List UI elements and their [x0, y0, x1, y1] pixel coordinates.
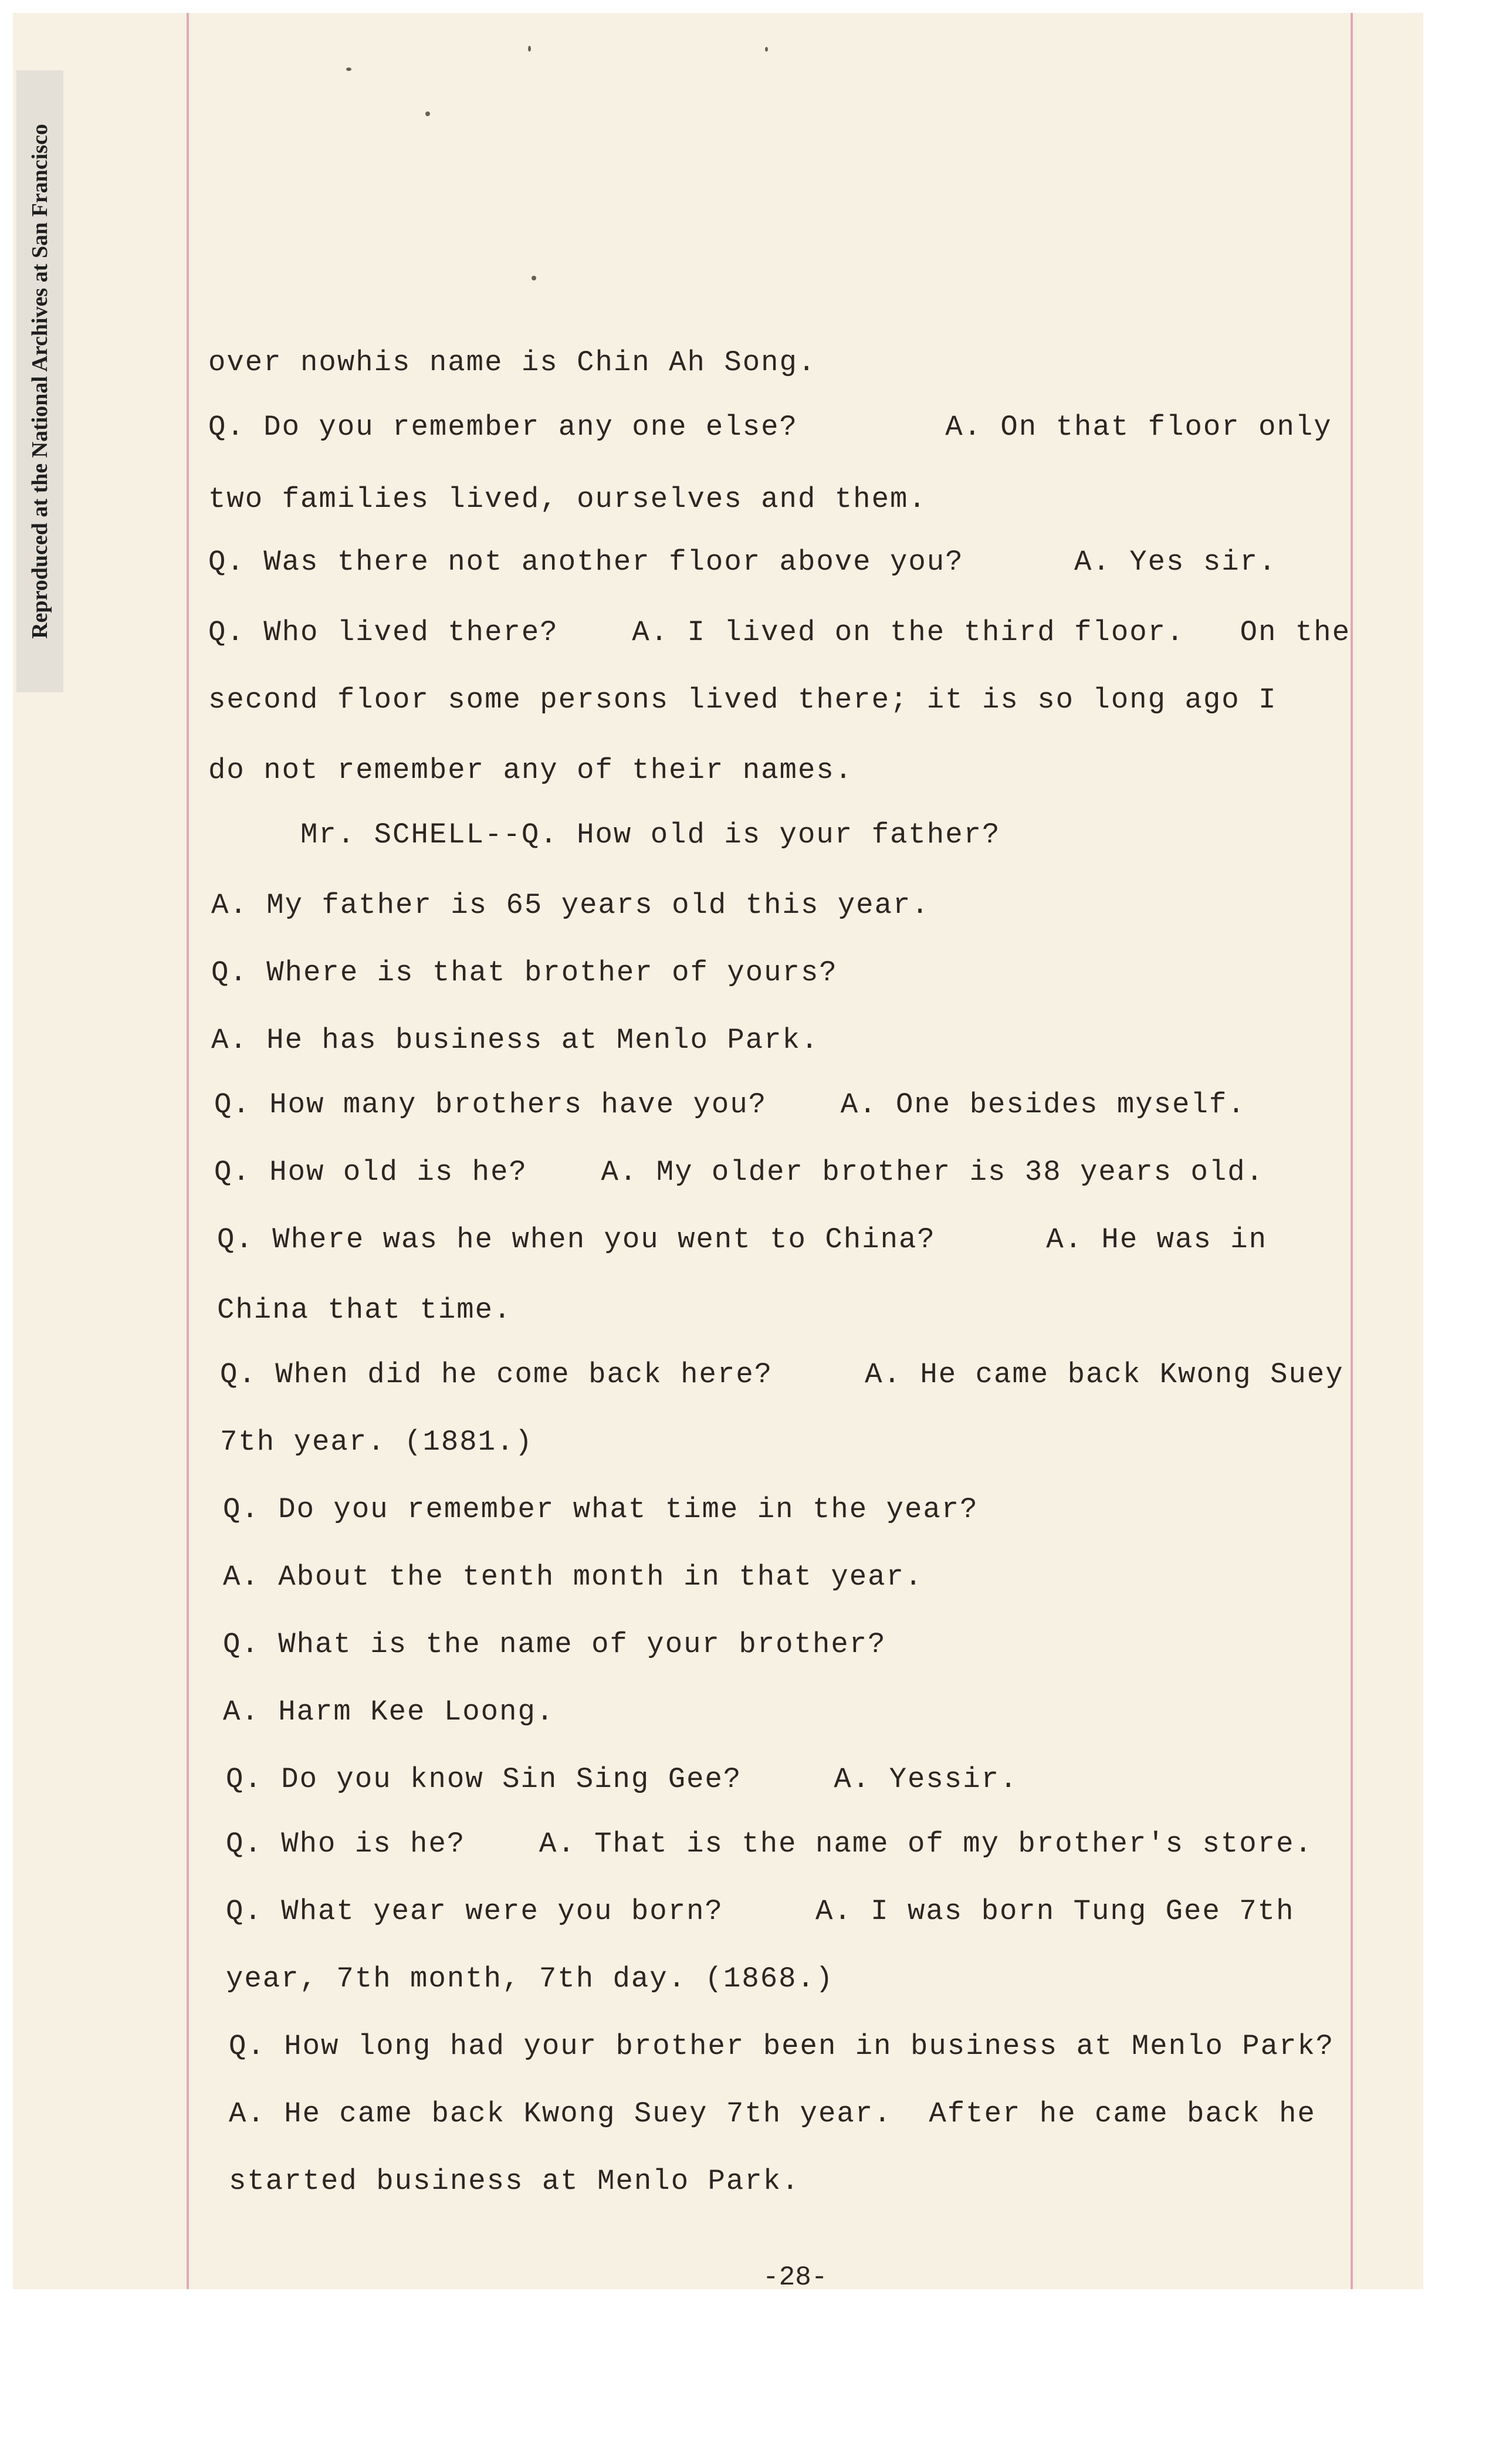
transcript-line: started business at Menlo Park.: [229, 2165, 800, 2198]
right-margin-rule: [1351, 13, 1353, 2289]
transcript-line: Q. Who lived there? A. I lived on the third floor. On the: [208, 616, 1351, 649]
transcript-line: A. He came back Kwong Suey 7th year. After he came back he: [229, 2097, 1316, 2130]
transcript-line: Q. What is the name of your brother?: [223, 1628, 886, 1661]
left-margin-rule: [187, 13, 189, 2289]
transcript-line: Q. Where is that brother of yours?: [211, 956, 838, 989]
ink-speck: [532, 276, 536, 280]
archive-label-text: Reproduced at the National Archives at San Francisco: [28, 124, 52, 639]
transcript-line: A. He has business at Menlo Park.: [211, 1024, 820, 1057]
transcript-line: Q. Do you remember any one else? A. On that floor only: [208, 411, 1332, 444]
transcript-line: A. My father is 65 years old this year.: [211, 889, 930, 922]
transcript-line: Q. How many brothers have you? A. One besides myself.: [214, 1088, 1246, 1121]
ink-speck: [528, 46, 531, 52]
transcript-line: year, 7th month, 7th day. (1868.): [226, 1962, 834, 1995]
ink-speck: [425, 111, 430, 116]
transcript-line: over nowhis name is Chin Ah Song.: [208, 346, 817, 379]
transcript-line: Q. How long had your brother been in business at Menlo Park?: [229, 2030, 1335, 2063]
transcript-line: Mr. SCHELL--Q. How old is your father?: [208, 818, 1001, 851]
transcript-line: Q. When did he come back here? A. He came back Kwong Suey: [220, 1358, 1344, 1391]
transcript-line: Q. Do you remember what time in the year?: [223, 1493, 979, 1526]
transcript-line: A. Harm Kee Loong.: [223, 1695, 555, 1728]
transcript-line: Q. What year were you born? A. I was born Tung Gee 7th: [226, 1895, 1295, 1928]
archive-label-strip: [16, 70, 63, 692]
transcript-line: Q. Where was he when you went to China? A. He was in: [217, 1223, 1268, 1256]
page-number: -28-: [763, 2262, 828, 2293]
transcript-line: 7th year. (1881.): [220, 1426, 533, 1458]
transcript-line: Q. Was there not another floor above you? A. Yes sir.: [208, 546, 1277, 578]
transcript-line: do not remember any of their names.: [208, 754, 854, 787]
transcript-line: Q. How old is he? A. My older brother is 38 years old.: [214, 1156, 1265, 1189]
transcript-line: Q. Who is he? A. That is the name of my brother's store.: [226, 1827, 1313, 1860]
transcript-line: second floor some persons lived there; it is so long ago I: [208, 683, 1277, 716]
transcript-line: China that time.: [217, 1294, 512, 1326]
transcript-line: Q. Do you know Sin Sing Gee? A. Yessir.: [226, 1763, 1018, 1796]
ink-speck: [765, 47, 768, 52]
transcript-line: two families lived, ourselves and them.: [208, 483, 927, 516]
ink-speck: [346, 67, 351, 71]
transcript-line: A. About the tenth month in that year.: [223, 1561, 923, 1593]
